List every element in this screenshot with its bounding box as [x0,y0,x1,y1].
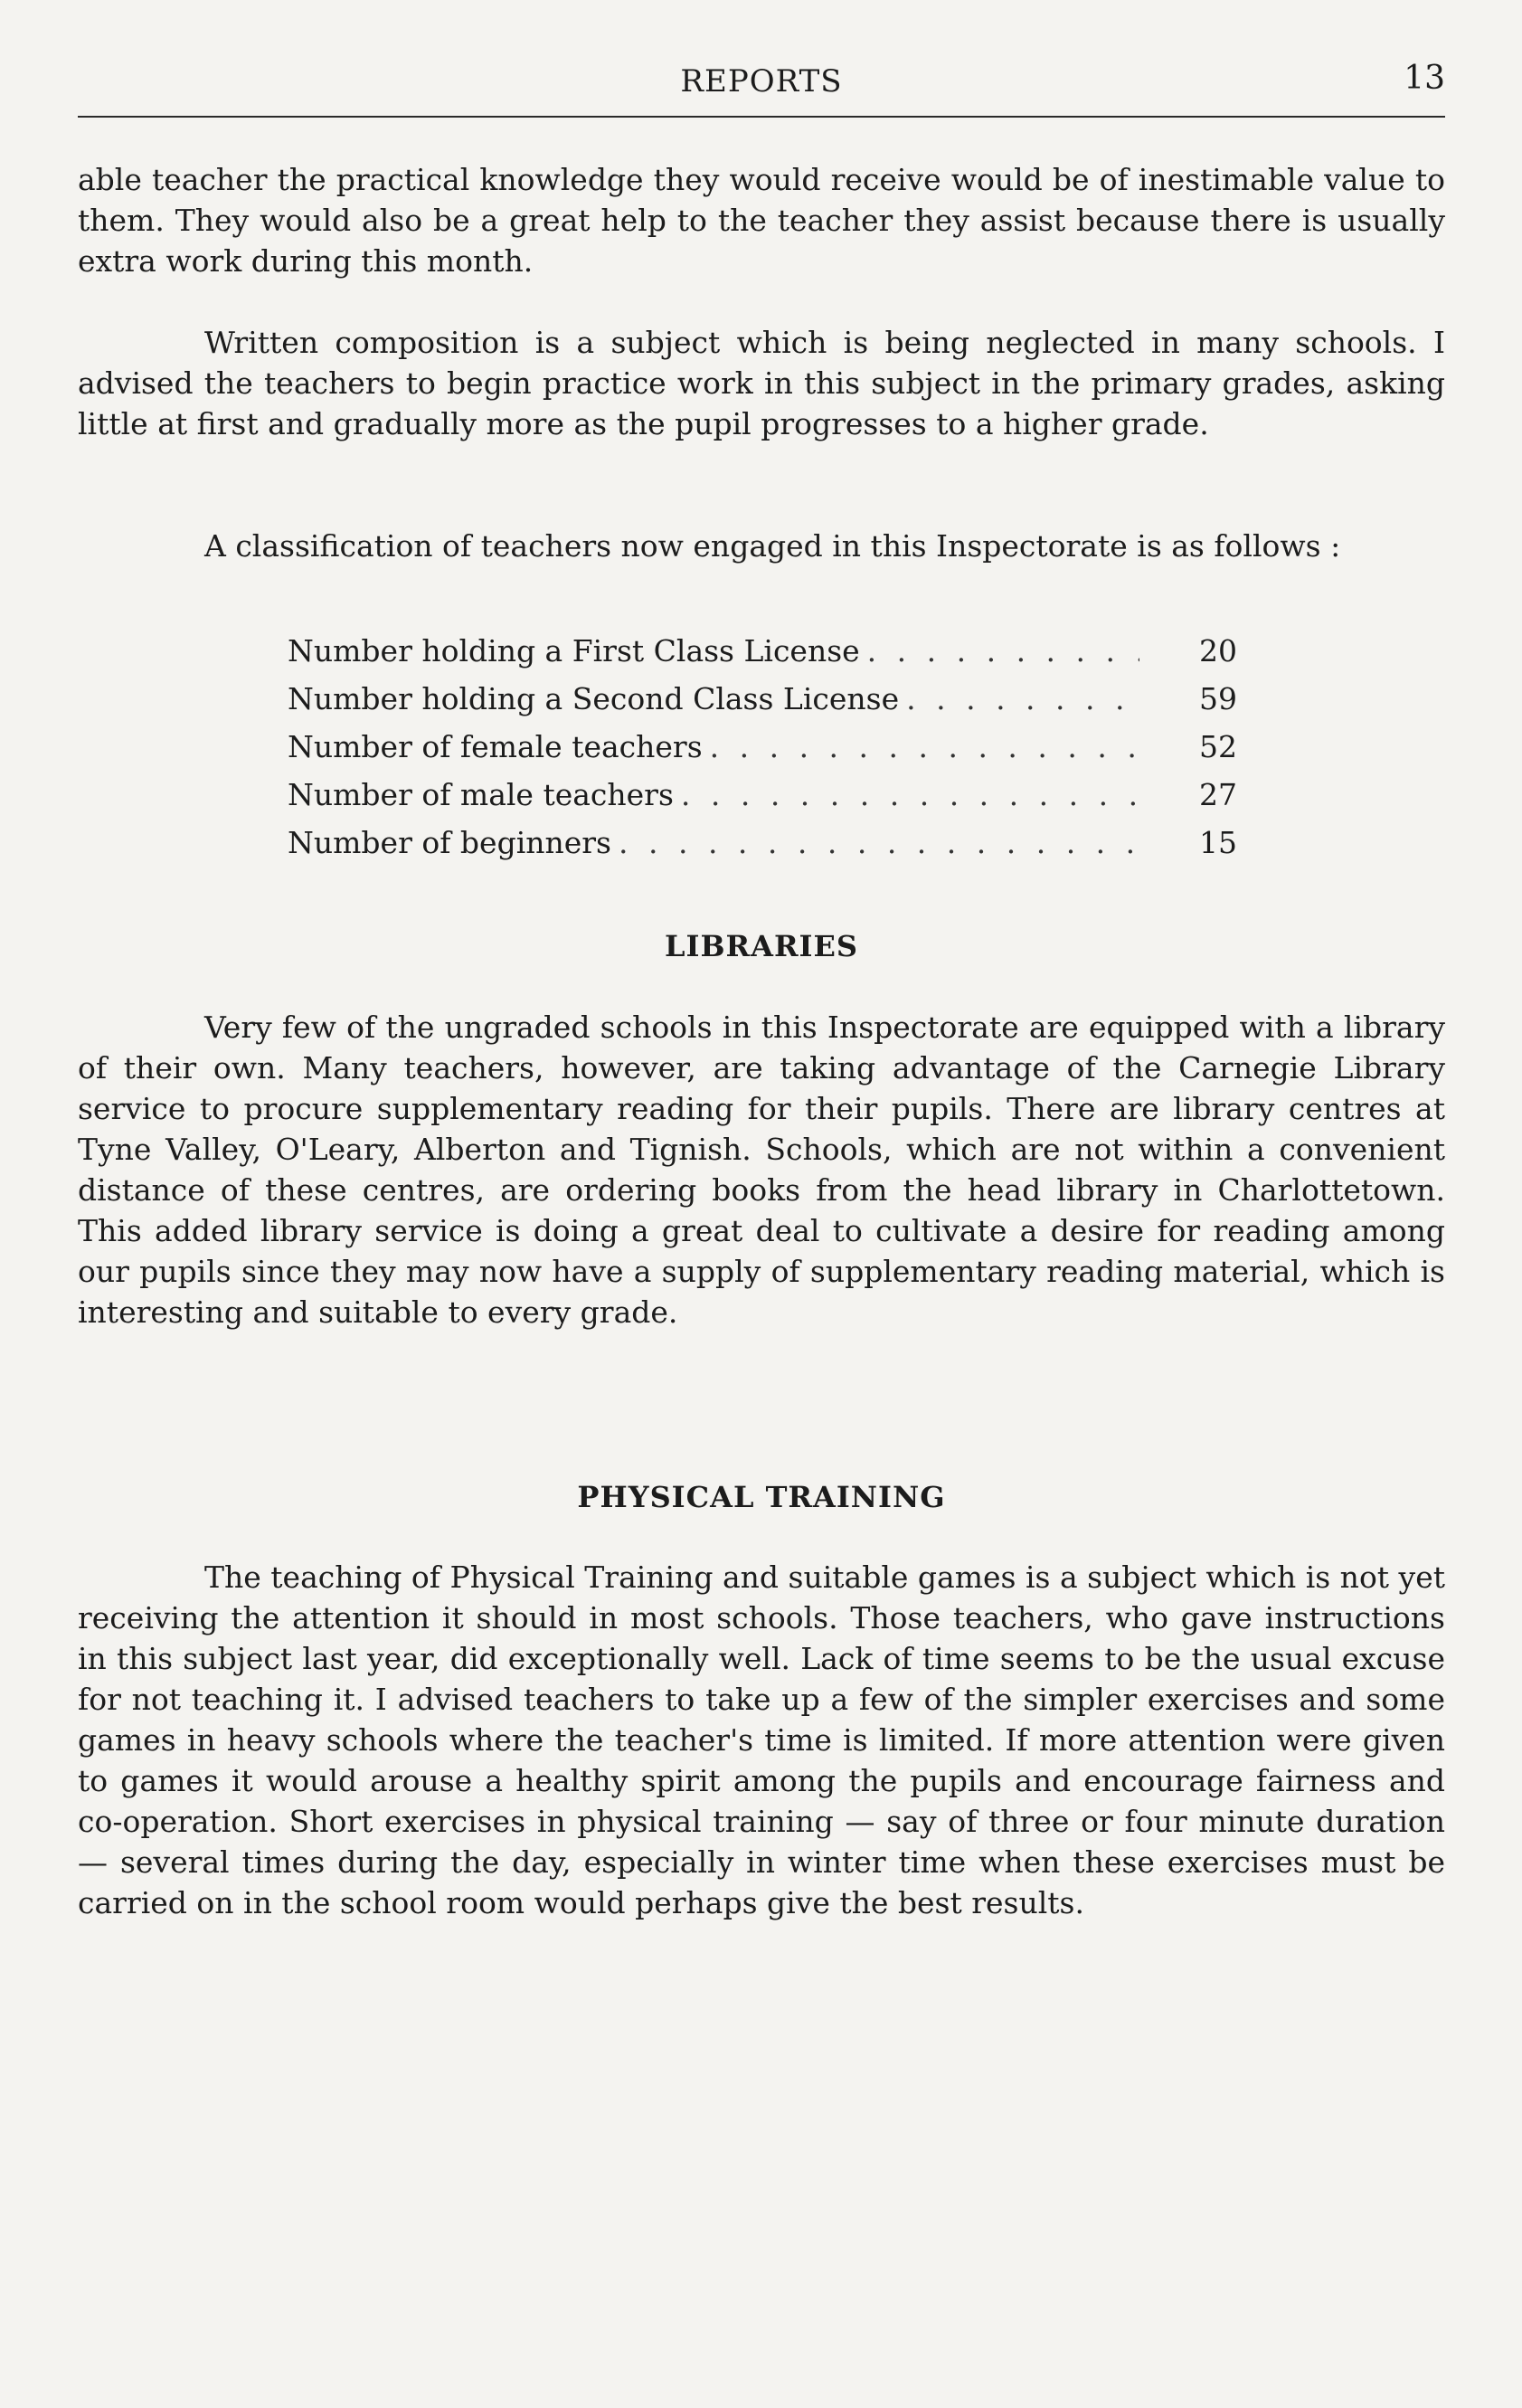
classification-row [288,681,1237,729]
classification-label: Number holding a Second Class License [288,681,900,716]
classification-row [288,777,1237,825]
paragraph-continuation: able teacher the practical knowledge they would receive would be of inestimable value to them. They would also be a great help to the teacher they assist because there is usually extra work during this month. [78,162,1445,279]
dot-leader [906,681,1139,716]
paragraph-classification-intro: A classification of teachers now engaged in this Inspectorate is as follows : [204,528,1341,564]
dot-leader [681,777,1139,812]
dot-leader [619,825,1139,860]
classification-label: Number holding a First Class License [288,633,860,668]
paragraph-written-composition: Written composition is a subject which is being neglected in many schools. I advised the teachers to begin practice work in this subject in the primary grades, asking little at first and gradually more as the pupil progresses to a higher grade. [78,325,1445,441]
classification-label: Number of male teachers [288,777,674,812]
classification-label: Number of female teachers [288,729,703,764]
running-title: REPORTS [680,63,843,100]
classification-row [288,825,1237,873]
classification-value: 59 [1199,681,1237,716]
classification-value: 20 [1199,633,1237,668]
header-rule [78,116,1445,118]
classification-label: Number of beginners [288,825,611,860]
dot-leader [867,633,1139,668]
classification-row [288,633,1237,681]
classification-table [288,633,1237,873]
paragraph-physical-training: The teaching of Physical Training and suitable games is a subject which is not yet receiving the attention it should in most schools. Those teachers, who gave instructions in this subject last year, did exceptionally well. Lack of time seems to be the usual excuse for not teaching it. I advised teachers to take up a few of the simpler exercises and some games in heavy schools where the teacher's time is limited. If more attention were given to games it would arouse a healthy spirit among the pupils and encourage fairness and co-operation. Short exercises in physical training — say of three or four minute duration — several times during the day, especially in winter time when these exercises must be carried on in the school room would perhaps give the best results. [78,1560,1445,1920]
classification-row [288,729,1237,777]
page-number: 13 [1404,60,1445,97]
running-head [78,60,1445,105]
paragraph-libraries: Very few of the ungraded schools in this Inspectorate are equipped with a library of their own. Many teachers, however, are taking advantage of the Carnegie Library service to procure supplementary reading for their pupils. There are library centres at Tyne Valley, O'Leary, Alberton and Tignish. Schools, which are not within a convenient distance of these centres, are ordering books from the head library in Charlottetown. This added library service is doing a great deal to cultivate a desire for reading among our pupils since they may now have a supply of supplementary reading material, which is interesting and suitable to every grade. [78,1010,1445,1330]
classification-value: 52 [1199,729,1237,764]
classification-value: 27 [1199,777,1237,812]
section-heading-physical-training: PHYSICAL TRAINING [577,1480,946,1514]
classification-value: 15 [1199,825,1237,860]
dot-leader [710,729,1139,764]
section-heading-libraries: LIBRARIES [665,929,858,963]
